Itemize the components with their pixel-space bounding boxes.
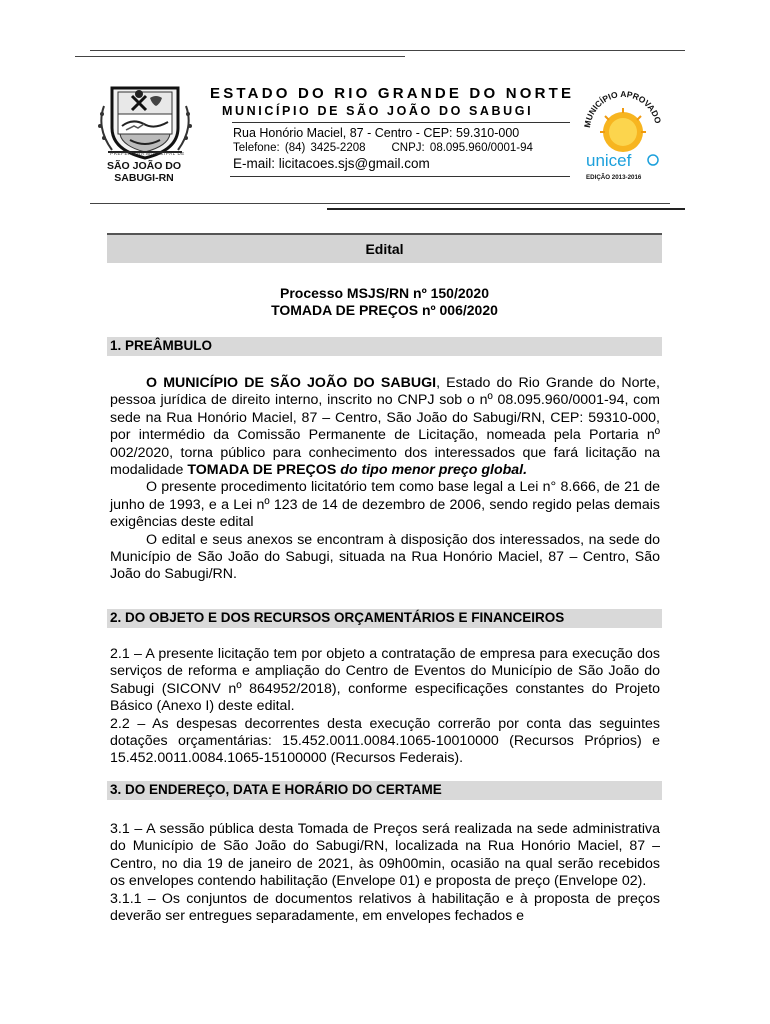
type-text: do tipo menor preço global. [336, 462, 528, 479]
object-paragraph-2-2: 2.2 – As despesas decorrentes desta execução correrão por conta das seguintes dotações orçamentárias: 15.452.0011.0084.1065-10010000 (Recursos Próprios) e 15.452.0011.0084.1065-15100000 (Recursos Federais). [110, 715, 660, 767]
event-paragraph-3-1: 3.1 – A sessão pública desta Tomada de Preços será realizada na sede administrativa do Município de São João do Sabugi/RN, localizada na Rua Honório Maciel, 87 – Centro, no dia 19 de janeiro de 2021, às 09h00min, ocasião na qual serão recebidos os envelopes contendo habilitação (Envelope 01) e proposta de preço (Envelope 02). [110, 821, 660, 890]
municipality-name: O MUNICÍPIO DE SÃO JOÃO DO SABUGI [146, 375, 437, 391]
object-text [110, 646, 660, 768]
badge-edition-text: EDIÇÃO 2013-2016 [586, 174, 642, 181]
preamble-paragraph-1 [110, 375, 660, 479]
header-rule [232, 122, 570, 123]
document-title: Edital [107, 233, 662, 263]
tomada-number: TOMADA DE PREÇOS nº 006/2020 [271, 302, 498, 318]
object-paragraph-2-1: 2.1 – A presente licitação tem por objeto a contratação de empresa para execução dos serviços de reforma e ampliação do Centro de Eventos do Município de São João do Sabugi (SICONV nº 864952/2018), conforme especificações constantes do Projeto Básico (Anexo I) deste edital. [110, 646, 660, 715]
top-rule-1 [90, 50, 685, 51]
unicef-approved-badge [582, 80, 664, 184]
email-rule [230, 176, 570, 177]
crest-city-label: SÃO JOÃO DO SABUGI-RN [106, 160, 182, 184]
section-heading-object: 2. DO OBJETO E DOS RECURSOS ORÇAMENTÁRIOS E FINANCEIROS [110, 610, 565, 625]
header-bottom-rule-1 [90, 203, 670, 204]
state-heading: ESTADO DO RIO GRANDE DO NORTE [210, 85, 575, 102]
top-rule-2 [75, 56, 405, 57]
process-number: Processo MSJS/RN nº 150/2020 [280, 285, 489, 301]
event-text [110, 821, 660, 925]
preamble-paragraph-2: O presente procedimento licitatório tem como base legal a Lei n° 8.666, de 21 de junho de 1993, e a Lei nº 123 de 14 de dezembro de 2006, sendo regido pelas demais exigências deste edital [110, 479, 660, 531]
cnpj-text: CNPJ: 08.095.960/0001-94 [391, 142, 533, 154]
address-line: Rua Honório Maciel, 87 - Centro - CEP: 59.310-000 [233, 126, 520, 140]
badge-arc-text: MUNICÍPIO APROVADO [582, 88, 664, 129]
email-line: E-mail: licitacoes.sjs@gmail.com [233, 156, 430, 171]
event-paragraph-3-1-1: 3.1.1 – Os conjuntos de documentos relativos à habilitação e à proposta de preços deverão ser entregues separadamente, em envelopes fechados e [110, 890, 660, 925]
section-heading-event: 3. DO ENDEREÇO, DATA E HORÁRIO DO CERTAME [110, 782, 442, 797]
contact-line [233, 142, 533, 154]
preamble-paragraph-3: O edital e seus anexos se encontram à disposição dos interessados, na sede do Município de São João do Sabugi, situada na Rua Honório Maciel, 87 – Centro, São João do Sabugi/RN. [110, 531, 660, 583]
municipality-heading: MUNICÍPIO DE SÃO JOÃO DO SABUGI [222, 104, 534, 118]
preamble-text [110, 375, 660, 584]
section-heading-preamble: 1. PREÂMBULO [110, 338, 213, 353]
modality-text: TOMADA DE PREÇOS [187, 462, 337, 479]
crest-prefeitura-label: PREFEITURA MUNICIPAL DE [110, 151, 185, 156]
badge-unicef-text: unicef [586, 151, 632, 170]
preamble-body: , Estado do Rio Grande do Norte, pessoa jurídica de direito interno, inscrito no CNPJ sob o nº 08.095.960/0001-94, com sede na Rua Honório Maciel, 87 – Centro, São João do Sabugi/RN, CEP: 59310-000, por intermédio da Comissão Permanente de Licitação, nomeada pela Portaria nº 002/2020, torna público para conhecimento dos interessados que fará licitação na modalidade [110, 375, 660, 479]
header-bottom-rule-2 [327, 208, 685, 210]
phone-text: Telefone: (84) 3425-2208 [233, 142, 366, 154]
